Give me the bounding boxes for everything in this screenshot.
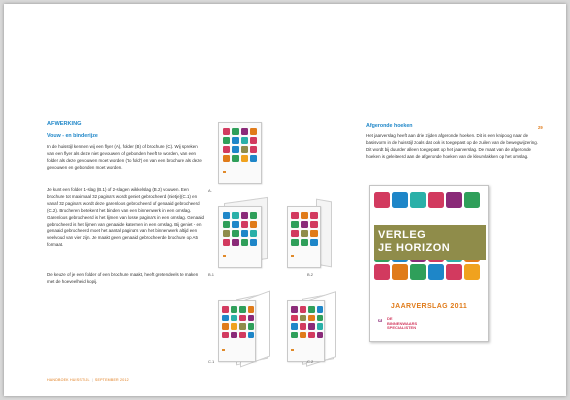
color-swatch xyxy=(300,332,307,339)
color-swatch xyxy=(232,155,239,162)
color-swatch xyxy=(301,230,309,237)
company-logo-line-2: BINNENWAARS xyxy=(387,320,418,326)
color-swatch xyxy=(250,137,257,144)
color-swatch xyxy=(231,315,238,322)
color-swatch xyxy=(291,306,298,313)
color-swatch xyxy=(241,239,248,246)
color-swatch xyxy=(241,155,248,162)
company-logo-line-3: SPECIALISTEN xyxy=(387,325,417,331)
color-swatch xyxy=(308,332,315,339)
document-page xyxy=(4,4,566,396)
flyer-color-grid xyxy=(223,128,257,162)
color-swatch xyxy=(232,212,239,219)
color-swatch xyxy=(250,221,257,228)
color-swatch xyxy=(250,128,257,135)
color-swatch xyxy=(392,264,408,280)
color-swatch xyxy=(308,306,315,313)
color-swatch xyxy=(301,221,309,228)
color-swatch xyxy=(241,221,248,228)
color-swatch xyxy=(250,239,257,246)
annual-report-cover xyxy=(369,185,489,342)
flyer-logo xyxy=(223,171,227,174)
figure-label-a: A. xyxy=(208,188,212,193)
brochure-c1-illustration xyxy=(218,300,256,362)
color-swatch xyxy=(317,306,324,313)
color-swatch xyxy=(248,306,255,313)
color-swatch xyxy=(301,212,309,219)
color-swatch xyxy=(223,155,230,162)
color-swatch xyxy=(291,239,299,246)
paragraph-folding: Je kunt een folder 1-slag (B.1) of 2-slagen wikkelslag (B.2) vouwen. Een brochure tot maximaal 32 pagina's wordt geniet gebrocheerd (nietje)(C.1) en vanaf 32 pagina's wordt deze garenloos gebrocheerd of genaaid gebrocheerd (C.2). Brocheren betekent het binden van een binnenwerk in een omslag. Garenloos gebrocheerd is het lijmen van losse pagina's in een omslag. Genaaid gebrocheerd is het lijmen van genaaide katernen in een omslag. Bij geniet - en genaaid gebrocheerd moet het aantal pagina's van het binnenwerk altijd een veelvoud van vier zijn. Je maakt geen genaaid gebrocheerde brochure op A5 formaat. xyxy=(47,187,204,248)
color-swatch xyxy=(300,306,307,313)
brochure-c2-illustration xyxy=(287,300,325,362)
cover-title-line-2: JE HORIZON xyxy=(378,242,451,254)
footer-divider: | xyxy=(91,378,93,382)
figure-label-c2: C.2 xyxy=(307,359,314,364)
color-swatch xyxy=(374,192,390,208)
color-swatch xyxy=(223,221,230,228)
folder-b1-illustration xyxy=(218,206,262,268)
color-swatch xyxy=(392,192,408,208)
brochure-c1-logo xyxy=(222,349,226,352)
color-swatch xyxy=(446,264,462,280)
color-swatch xyxy=(222,306,229,313)
color-swatch xyxy=(248,315,255,322)
color-swatch xyxy=(317,315,324,322)
color-swatch xyxy=(241,212,248,219)
color-swatch xyxy=(291,230,299,237)
cover-title-line-1: VERLEG xyxy=(378,229,427,241)
color-swatch xyxy=(250,146,257,153)
color-swatch xyxy=(241,128,248,135)
color-swatch xyxy=(308,315,315,322)
color-swatch xyxy=(223,146,230,153)
color-swatch xyxy=(222,332,229,339)
color-swatch xyxy=(248,323,255,330)
color-swatch xyxy=(464,192,480,208)
folder-b2-color-grid xyxy=(291,212,318,246)
color-swatch xyxy=(308,323,315,330)
footer-title: HANDBOEK HUISSTIJL xyxy=(47,378,90,382)
footer xyxy=(47,378,129,382)
subtitle-rounded-corners: Afgeronde hoeken xyxy=(366,123,413,129)
color-swatch xyxy=(291,323,298,330)
paragraph-choice: De keuze of je een folder of een brochure maakt, heeft gretendeels te maken met de hoeveelheid kopij. xyxy=(47,272,199,284)
folder-b2-illustration xyxy=(287,206,321,268)
color-swatch xyxy=(231,332,238,339)
color-swatch xyxy=(291,315,298,322)
color-swatch xyxy=(250,230,257,237)
color-swatch xyxy=(239,332,246,339)
color-swatch xyxy=(291,332,298,339)
color-swatch xyxy=(223,212,230,219)
color-swatch xyxy=(222,323,229,330)
color-swatch xyxy=(231,323,238,330)
subtitle-folding: Vouw - en binderijze xyxy=(47,133,98,139)
color-swatch xyxy=(241,146,248,153)
color-swatch xyxy=(223,128,230,135)
color-swatch xyxy=(300,323,307,330)
company-logo-line-1: DE xyxy=(387,316,393,321)
color-swatch xyxy=(310,239,318,246)
color-swatch xyxy=(232,239,239,246)
color-swatch xyxy=(317,323,324,330)
paragraph-intro: In de huisstijl kennen wij een flyer (A), folder (B) of brochure (C). Wij spreken van een flyer als deze niet gevouwen of gebonden heeft te worden, van een folder als deze gevouwen moet worden ('to fold') en van een brochure als deze gevouwen en gebonden moet worden. xyxy=(47,144,202,170)
folder-b1-color-grid xyxy=(223,212,257,246)
color-swatch xyxy=(232,146,239,153)
color-swatch xyxy=(410,264,426,280)
color-swatch xyxy=(310,230,318,237)
cover-subtitle: JAARVERSLAG 2011 xyxy=(390,303,468,310)
color-swatch xyxy=(223,239,230,246)
figure-label-c1: C.1 xyxy=(208,359,215,364)
folder-b1-logo xyxy=(223,255,227,258)
color-swatch xyxy=(464,264,480,280)
color-swatch xyxy=(223,137,230,144)
color-swatch xyxy=(248,332,255,339)
color-swatch xyxy=(310,212,318,219)
color-swatch xyxy=(300,315,307,322)
page-number: 29 xyxy=(538,125,543,130)
color-swatch xyxy=(291,221,299,228)
color-swatch xyxy=(317,332,324,339)
color-swatch xyxy=(446,192,462,208)
brochure-c2-logo xyxy=(291,349,295,352)
figure-label-b2: B.2 xyxy=(307,272,314,277)
color-swatch xyxy=(250,212,257,219)
color-swatch xyxy=(291,212,299,219)
color-swatch xyxy=(241,230,248,237)
color-swatch xyxy=(223,230,230,237)
color-swatch xyxy=(428,264,444,280)
flyer-illustration xyxy=(218,122,262,184)
color-swatch xyxy=(310,221,318,228)
color-swatch xyxy=(239,323,246,330)
color-swatch xyxy=(428,192,444,208)
color-swatch xyxy=(232,230,239,237)
color-swatch xyxy=(241,137,248,144)
cover-title xyxy=(374,225,486,260)
paragraph-rounded-corners: Het jaarverslag heeft aan drie zijden afgeronde hoeken. Dit is een knipoog naar de basisvorm in de huisstijl zoals dat ook is toegepast op de zuilen van de bewegwijzering. Dit wordt bij duurder alleen toegepast op het jaarverslag. De maat van de afgeronde hoeken is geleiteerd aan de afgeronde hoeken van de kleurvlakken op het omslag. xyxy=(366,133,538,159)
color-swatch xyxy=(374,264,390,280)
color-swatch xyxy=(232,221,239,228)
color-swatch xyxy=(239,306,246,313)
section-title: AFWERKING xyxy=(47,121,82,127)
color-swatch xyxy=(239,315,246,322)
figure-label-b1: B.1 xyxy=(208,272,215,277)
color-swatch xyxy=(410,192,426,208)
company-logo xyxy=(387,317,417,331)
color-swatch xyxy=(232,128,239,135)
color-swatch xyxy=(222,315,229,322)
footer-date: SEPTEMBER 2012 xyxy=(94,378,129,382)
folder-b2-logo xyxy=(291,255,295,258)
color-swatch xyxy=(301,239,309,246)
color-swatch xyxy=(232,137,239,144)
brochure-c2-color-grid xyxy=(291,306,323,338)
company-logo-icon: ω xyxy=(378,318,383,324)
brochure-c1-color-grid xyxy=(222,306,254,338)
color-swatch xyxy=(250,155,257,162)
color-swatch xyxy=(231,306,238,313)
